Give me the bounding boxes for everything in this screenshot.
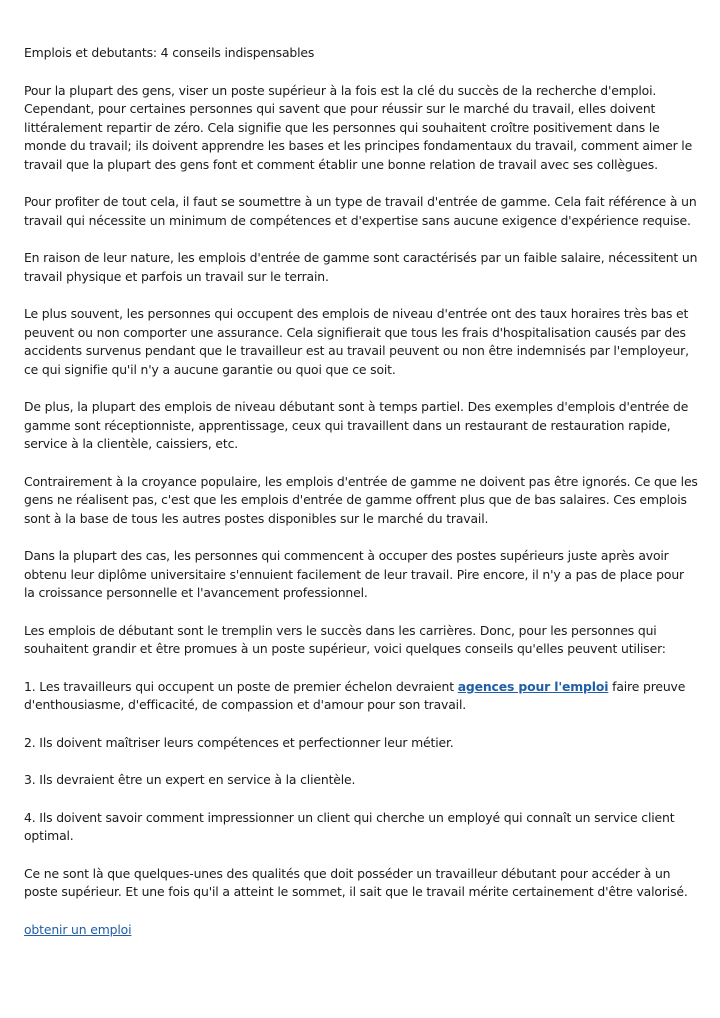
document-title: Emplois et debutants: 4 conseils indispensables: [24, 45, 315, 60]
tip-4: 4. Ils doivent savoir comment impressionner un client qui cherche un employé qui connaît un service client optimal.: [24, 809, 675, 843]
paragraph-intro: Pour la plupart des gens, viser un poste supérieur à la fois est la clé du succès de la recherche d'emploi. Cependant, pour certaines personnes qui savent que pour réussir sur le marché du travail, elles doivent littéralement repartir de zéro. Cela signifie que les personnes qui souhaitent croître positivement dans le monde du travail; ils doivent apprendre les bases et les principes fondamentaux du travail, comment aimer le travail que la plupart des gens font et comment établir une bonne relation de travail avec ses collègues.: [24, 82, 693, 172]
tip-3: 3. Ils devraient être un expert en service à la clientèle.: [24, 772, 356, 787]
get-a-job-link[interactable]: obtenir un emploi: [24, 921, 132, 937]
paragraph-conclusion: Ce ne sont là que quelques-unes des qualités que doit posséder un travailleur débutant pour accéder à un poste supérieur. Et une fois qu'il a atteint le sommet, il sait que le travail mérite certainement d'être valorisé.: [24, 865, 688, 899]
tip-2: 2. Ils doivent maîtriser leurs compétences et perfectionner leur métier.: [24, 734, 454, 750]
paragraph-entry-level: Pour profiter de tout cela, il faut se soumettre à un type de travail d'entrée de gamme. Cela fait référence à un travail qui nécessite un minimum de compétences et d'expertise sans aucune exigence d'expérience requise.: [24, 194, 697, 228]
paragraph-stepping-stone: Les emplois de débutant sont le tremplin vers le succès dans les carrières. Donc, pour les personnes qui souhaitent grandir et être promues à un poste supérieur, voici quelques conseils qu'elles peuvent utiliser:: [24, 622, 666, 656]
tip-1: [24, 678, 698, 715]
paragraph-most-cases: Dans la plupart des cas, les personnes qui commencent à occuper des postes supérieurs juste après avoir obtenu leur diplôme universitaire s'ennuient facilement de leur travail. Pire encore, il n'y a pas de place pour la croissance personnelle et l'avancement professionnel.: [24, 548, 684, 600]
tip-1-before: 1. Les travailleurs qui occupent un poste de premier échelon devraient: [24, 678, 458, 694]
document-body: [24, 44, 698, 958]
employment-agencies-link[interactable]: agences pour l'emploi: [457, 678, 609, 694]
paragraph-hourly-rates: Le plus souvent, les personnes qui occupent des emplois de niveau d'entrée ont des taux horaires très bas et peuvent ou non comporter une assurance. Cela signifierait que tous les frais d'hospitalisation causés par des accidents survenus pendant que le travailleur est au travail peuvent ou non être indemnisés par l'employeur, ce qui signifie qu'il n'y a aucune garantie ou quoi que ce soit.: [24, 306, 689, 377]
paragraph-popular-belief: Contrairement à la croyance populaire, les emplois d'entrée de gamme ne doivent pas être ignorés. Ce que les gens ne réalisent pas, c'est que les emplois d'entrée de gamme offrent plus que de bas salaires. Ces emplois sont à la base de tous les autres postes disponibles sur le marché du travail.: [24, 473, 698, 526]
paragraph-nature: En raison de leur nature, les emplois d'entrée de gamme sont caractérisés par un faible salaire, nécessitent un travail physique et parfois un travail sur le terrain.: [24, 250, 698, 284]
tip-1-after: faire preuve d'enthousiasme, d'efficacité, de compassion et d'amour pour son travail.: [24, 678, 686, 712]
footer-link-line: [24, 921, 698, 940]
paragraph-part-time: De plus, la plupart des emplois de niveau débutant sont à temps partiel. Des exemples d'emplois d'entrée de gamme sont réceptionniste, apprentissage, ceux qui travaillent dans un restaurant de restauration rapide, service à la clientèle, caissiers, etc.: [24, 399, 689, 451]
